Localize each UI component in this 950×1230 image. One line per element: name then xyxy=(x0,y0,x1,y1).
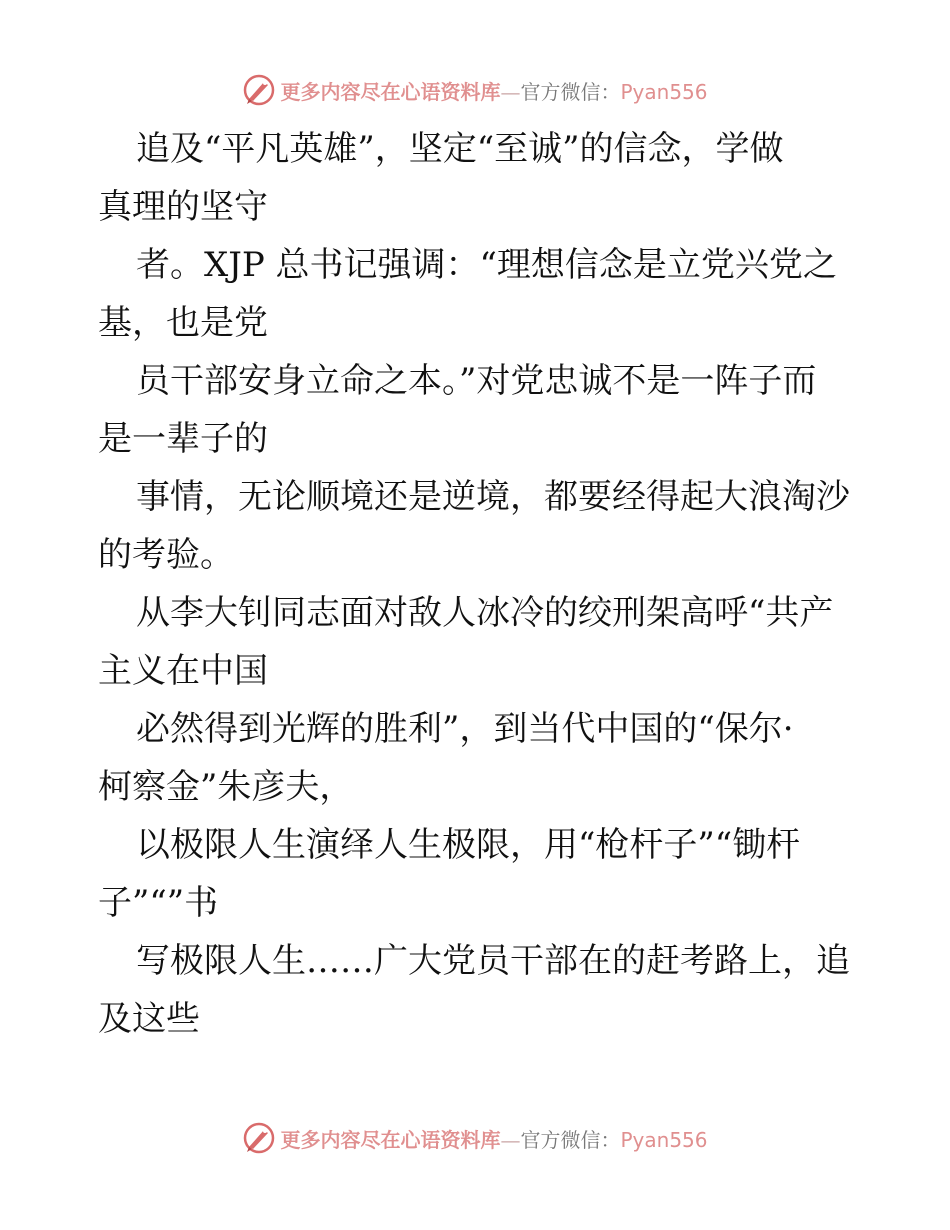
header-watermark xyxy=(0,70,950,110)
body-line: 员干部安身立命之本。”对党忠诚不是一阵子而 xyxy=(136,361,817,401)
body-line: 的考验。 xyxy=(98,535,234,575)
watermark-dash: — xyxy=(500,1127,521,1152)
body-line: 及这些 xyxy=(98,999,200,1039)
body-line: 写极限人生……广大党员干部在的赶考路上，追 xyxy=(136,941,850,981)
pen-logo-icon xyxy=(242,73,276,107)
body-line: 必然得到光辉的胜利”，到当代中国的“保尔· xyxy=(136,709,794,749)
document-body xyxy=(98,120,858,1048)
watermark-wechat-id: Pyan556 xyxy=(620,1127,708,1152)
watermark-dash: — xyxy=(500,79,521,104)
body-line: 基，也是党 xyxy=(98,303,268,343)
body-line: 主义在中国 xyxy=(98,651,268,691)
watermark-text xyxy=(280,76,707,105)
body-line: 事情，无论顺境还是逆境，都要经得起大浪淘沙 xyxy=(136,477,850,517)
watermark-official-label: 官方微信： xyxy=(520,1127,621,1152)
watermark-brand: 更多内容尽在心语资料库 xyxy=(280,79,501,104)
watermark-brand: 更多内容尽在心语资料库 xyxy=(280,1127,501,1152)
body-line: 者。XJP 总书记强调：“理想信念是立党兴党之 xyxy=(136,245,837,285)
body-line: 追及“平凡英雄”，坚定“至诚”的信念，学做 xyxy=(136,129,784,169)
watermark-official-label: 官方微信： xyxy=(520,79,621,104)
body-line: 柯察金”朱彦夫， xyxy=(98,767,354,807)
body-line: 以极限人生演绎人生极限，用“枪杆子”“锄杆 xyxy=(136,825,801,865)
watermark-wechat-id: Pyan556 xyxy=(620,79,708,104)
watermark-text xyxy=(280,1124,707,1153)
body-line: 从李大钊同志面对敌人冰冷的绞刑架高呼“共产 xyxy=(136,593,834,633)
body-line: 是一辈子的 xyxy=(98,419,268,459)
body-line: 子”“”书 xyxy=(98,883,219,923)
footer-watermark xyxy=(0,1118,950,1158)
pen-logo-icon xyxy=(242,1121,276,1155)
body-line: 真理的坚守 xyxy=(98,187,268,227)
